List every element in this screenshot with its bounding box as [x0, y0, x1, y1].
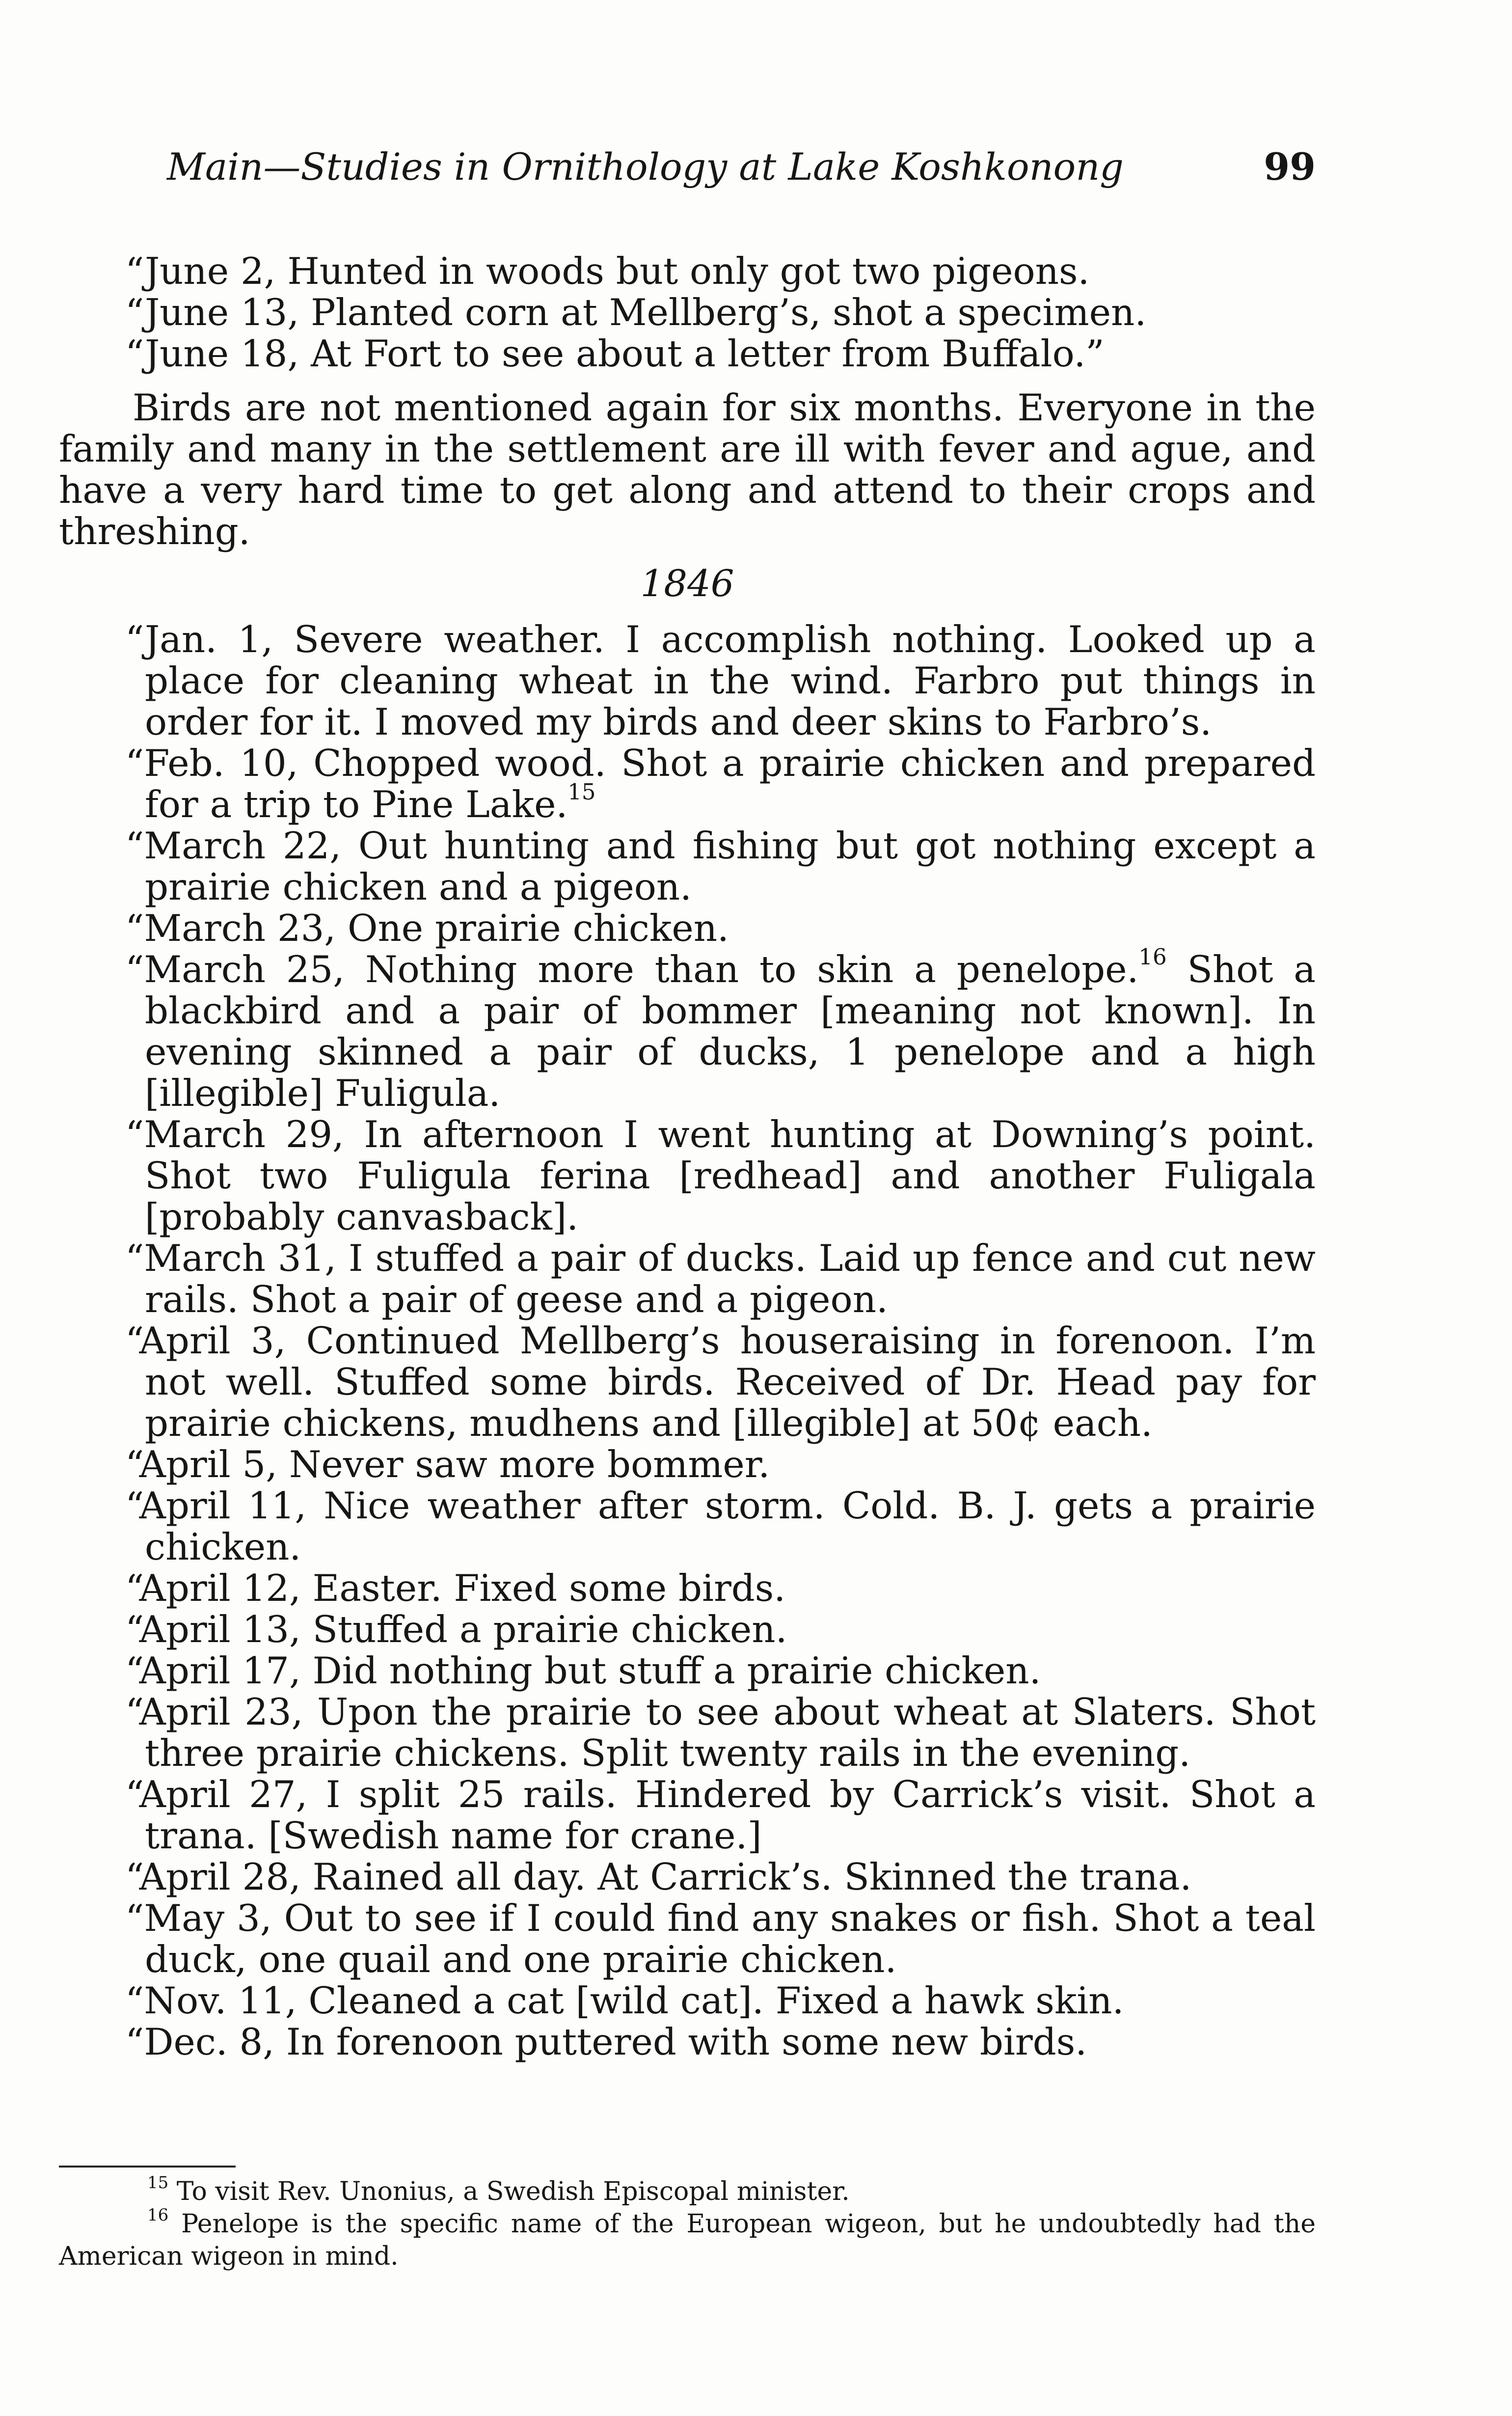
entry-text-continued: Shot a blackbird and a pair of bommer [meaning not known]. In evening skinned a pair of ducks, 1 penelope and a high [illegible] Fuligula.	[145, 948, 1316, 1115]
entry-text: “April 28, Rained all day. At Carrick’s. Skinned the trana.	[125, 1855, 1192, 1898]
entry-text: “April 27, I split 25 rails. Hindered by Carrick’s visit. Shot a trana. [Swedish name for crane.]	[125, 1773, 1316, 1857]
diary-entry: “June 2, Hunted in woods but only got two pigeons.	[125, 249, 1090, 293]
footnotes	[59, 2172, 1316, 2273]
year-heading: 1846	[640, 562, 734, 605]
diary-entry	[59, 944, 1316, 1115]
diary-entry	[59, 1567, 1316, 1609]
entry-text: “April 13, Stuffed a prairie chicken.	[125, 1608, 787, 1651]
diary-entry	[59, 1237, 1316, 1320]
diary-entry	[59, 1774, 1316, 1856]
entry-text: “March 29, In afternoon I went hunting at Downing’s point. Shot two Fuligula ferina [redhead] and another Fuligala [probably canvasback].	[125, 1113, 1316, 1238]
diary-entry: “June 18, At Fort to see about a letter from Buffalo.”	[125, 332, 1105, 375]
diary-entry	[59, 1897, 1316, 1980]
footnote-number: 15	[147, 2172, 169, 2193]
narrative-paragraph: Birds are not mentioned again for six months. Everyone in the family and many in the settlement are ill with fever and ague, and have a very hard time to get along and attend to their crops and threshing.	[59, 386, 1316, 553]
footnote-rule	[59, 2166, 236, 2168]
diary-entry	[59, 825, 1316, 907]
diary-entry	[59, 2021, 1316, 2062]
diary-entry	[59, 1485, 1316, 1567]
diary-entry: “June 13, Planted corn at Mellberg’s, shot a specimen.	[125, 291, 1147, 334]
diary-entry	[59, 1980, 1316, 2021]
entry-text: “Feb. 10, Chopped wood. Shot a prairie chicken and prepared for a trip to Pine Lake.	[125, 741, 1316, 826]
entry-text: “Dec. 8, In forenoon puttered with some new birds.	[125, 2020, 1087, 2063]
entry-text: “Nov. 11, Cleaned a cat [wild cat]. Fixed a hawk skin.	[125, 1979, 1124, 2022]
page-number: 99	[1264, 145, 1316, 189]
entry-text: “April 11, Nice weather after storm. Cold. B. J. gets a prairie chicken.	[125, 1484, 1316, 1568]
diary-entry	[59, 1691, 1316, 1774]
entry-text: “March 31, I stuffed a pair of ducks. Laid up fence and cut new rails. Shot a pair of geese and a pigeon.	[125, 1236, 1316, 1321]
body-text	[59, 250, 1316, 2062]
diary-entry	[59, 1320, 1316, 1444]
footnote-marker: 16	[1138, 944, 1167, 970]
footnote-number: 16	[147, 2205, 169, 2225]
entry-text: “April 12, Easter. Fixed some birds.	[125, 1566, 786, 1610]
diary-entry	[59, 742, 1316, 825]
entry-text: “Jan. 1, Severe weather. I accomplish nothing. Looked up a place for cleaning wheat in the wind. Farbro put things in order for it. I moved my birds and deer skins to Farbro’s.	[125, 618, 1316, 743]
footnote-marker: 15	[567, 779, 596, 805]
footnote	[59, 2172, 1316, 2208]
diary-entry	[59, 1856, 1316, 1897]
diary-entry	[59, 1444, 1316, 1485]
diary-entry	[59, 619, 1316, 742]
entry-text: “April 17, Did nothing but stuff a prairie chicken.	[125, 1649, 1041, 1692]
footnote-text: To visit Rev. Unonius, a Swedish Episcopal minister.	[176, 2177, 850, 2206]
entry-text: “March 23, One prairie chicken.	[125, 906, 729, 950]
entry-text: “April 5, Never saw more bommer.	[125, 1443, 770, 1486]
entry-text: “April 23, Upon the prairie to see about wheat at Slaters. Shot three prairie chickens. Split twenty rails in the evening.	[125, 1690, 1316, 1775]
entry-text: “March 25, Nothing more than to skin a penelope.	[125, 948, 1139, 991]
running-head	[167, 140, 1316, 194]
entry-text: “March 22, Out hunting and fishing but got nothing except a prairie chicken and a pigeon.	[125, 824, 1316, 908]
footnote-text: Penelope is the specific name of the European wigeon, but he undoubtedly had the American wigeon in mind.	[59, 2209, 1316, 2271]
entry-text: “May 3, Out to see if I could find any snakes or fish. Shot a teal duck, one quail and one prairie chicken.	[125, 1896, 1316, 1981]
footnote	[59, 2205, 1316, 2273]
diary-entry	[59, 1650, 1316, 1691]
entry-text: “April 3, Continued Mellberg’s houseraising in forenoon. I’m not well. Stuffed some birds. Received of Dr. Head pay for prairie chickens, mudhens and [illegible] at 50¢ each.	[125, 1319, 1316, 1445]
diary-entry	[59, 1609, 1316, 1650]
diary-entry	[59, 907, 1316, 949]
running-head-title: Main—Studies in Ornithology at Lake Koshkonong	[167, 145, 1124, 189]
diary-entry	[59, 1114, 1316, 1237]
